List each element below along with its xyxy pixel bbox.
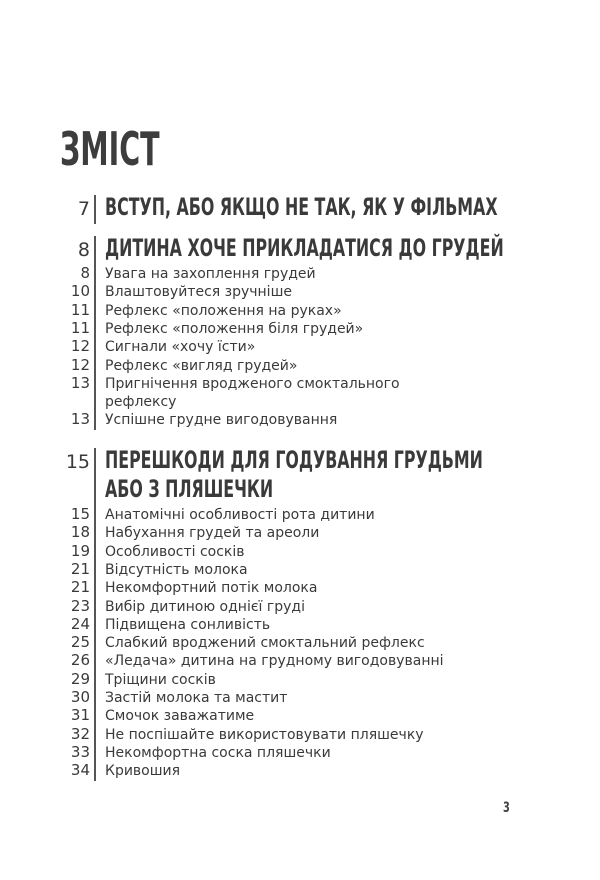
entry-page-number: 33 [70, 742, 90, 761]
entry-title: рефлексу [105, 394, 177, 411]
page-title: ЗМІСТ [60, 122, 160, 176]
entry-page-number: 31 [70, 706, 90, 725]
entry-page-number: 11 [70, 318, 90, 337]
entry-page-number: 34 [70, 761, 90, 780]
entry-title: Успішне грудне вигодовування [105, 412, 338, 429]
section-title: ВСТУП, АБО ЯКЩО НЕ ТАК, ЯК У ФІЛЬМАХ [105, 193, 498, 221]
section-divider-line [94, 448, 96, 781]
entry-title: Не поспішайте використовувати пляшечку [105, 726, 424, 743]
entry-title: Тріщини сосків [105, 671, 216, 688]
entry-title: Влаштовуйтеся зручніше [105, 284, 292, 301]
entry-title: Рефлекс «вигляд грудей» [105, 357, 298, 374]
entry-title: Вибір дитиною однієї груді [105, 598, 305, 615]
section-title: ПЕРЕШКОДИ ДЛЯ ГОДУВАННЯ ГРУДЬМИ [105, 446, 483, 474]
section-title: ДИТИНА ХОЧЕ ПРИКЛАДАТИСЯ ДО ГРУДЕЙ [105, 234, 504, 262]
entry-page-number: 13 [70, 410, 90, 429]
entry-title: Смочок заважатиме [105, 708, 255, 725]
entry-title: Некомфортна соска пляшечки [105, 744, 331, 761]
entry-page-number: 32 [70, 724, 90, 743]
entry-page-number: 29 [70, 669, 90, 688]
page-number: 3 [503, 800, 510, 816]
entry-title: Набухання грудей та ареоли [105, 525, 320, 542]
section-divider-line [94, 195, 96, 224]
entry-page-number: 19 [70, 541, 90, 560]
entry-page-number: 10 [70, 282, 90, 301]
entry-title: Слабкий вроджений смоктальний рефлекс [105, 635, 425, 652]
section-divider-line [94, 236, 96, 430]
entry-page-number: 26 [70, 651, 90, 670]
entry-title: Особливості сосків [105, 543, 245, 560]
entry-page-number: 21 [70, 578, 90, 597]
entry-page-number: 18 [70, 523, 90, 542]
entry-page-number: 24 [70, 614, 90, 633]
entry-page-number: 25 [70, 633, 90, 652]
section-page-number: 7 [77, 198, 90, 220]
entry-page-number: 11 [70, 300, 90, 319]
entry-page-number: 12 [70, 355, 90, 374]
entry-title: Відсутність молока [105, 561, 248, 578]
entry-title: Рефлекс «положення на руках» [105, 302, 342, 319]
entry-page-number: 13 [70, 373, 90, 392]
entry-page-number: 12 [70, 337, 90, 356]
entry-page-number: 15 [70, 505, 90, 523]
entry-title: Анатомічні особливості рота дитини [105, 507, 375, 523]
entry-title: Рефлекс «положення біля грудей» [105, 320, 364, 337]
entry-title: Підвищена сонливість [105, 616, 271, 633]
entry-title: Некомфортний потік молока [105, 580, 318, 597]
section-page-number: 8 [77, 239, 90, 261]
entry-page-number: 30 [70, 688, 90, 706]
entry-title: «Ледача» дитина на грудному вигодовуванні [105, 653, 444, 670]
entry-title: Застій молока та мастит [105, 690, 288, 706]
section-page-number: 15 [65, 451, 90, 473]
entry-title: Сигнали «хочу їсти» [105, 339, 256, 356]
entry-title: Кривошия [105, 763, 181, 780]
entry-page-number: 8 [80, 264, 90, 282]
section-title: АБО З ПЛЯШЕЧКИ [105, 475, 274, 503]
entry-title: Увага на захоплення грудей [105, 266, 316, 282]
entry-page-number: 23 [70, 596, 90, 615]
entry-page-number: 21 [70, 559, 90, 578]
entry-title: Пригнічення вродженого смоктального [105, 375, 400, 392]
